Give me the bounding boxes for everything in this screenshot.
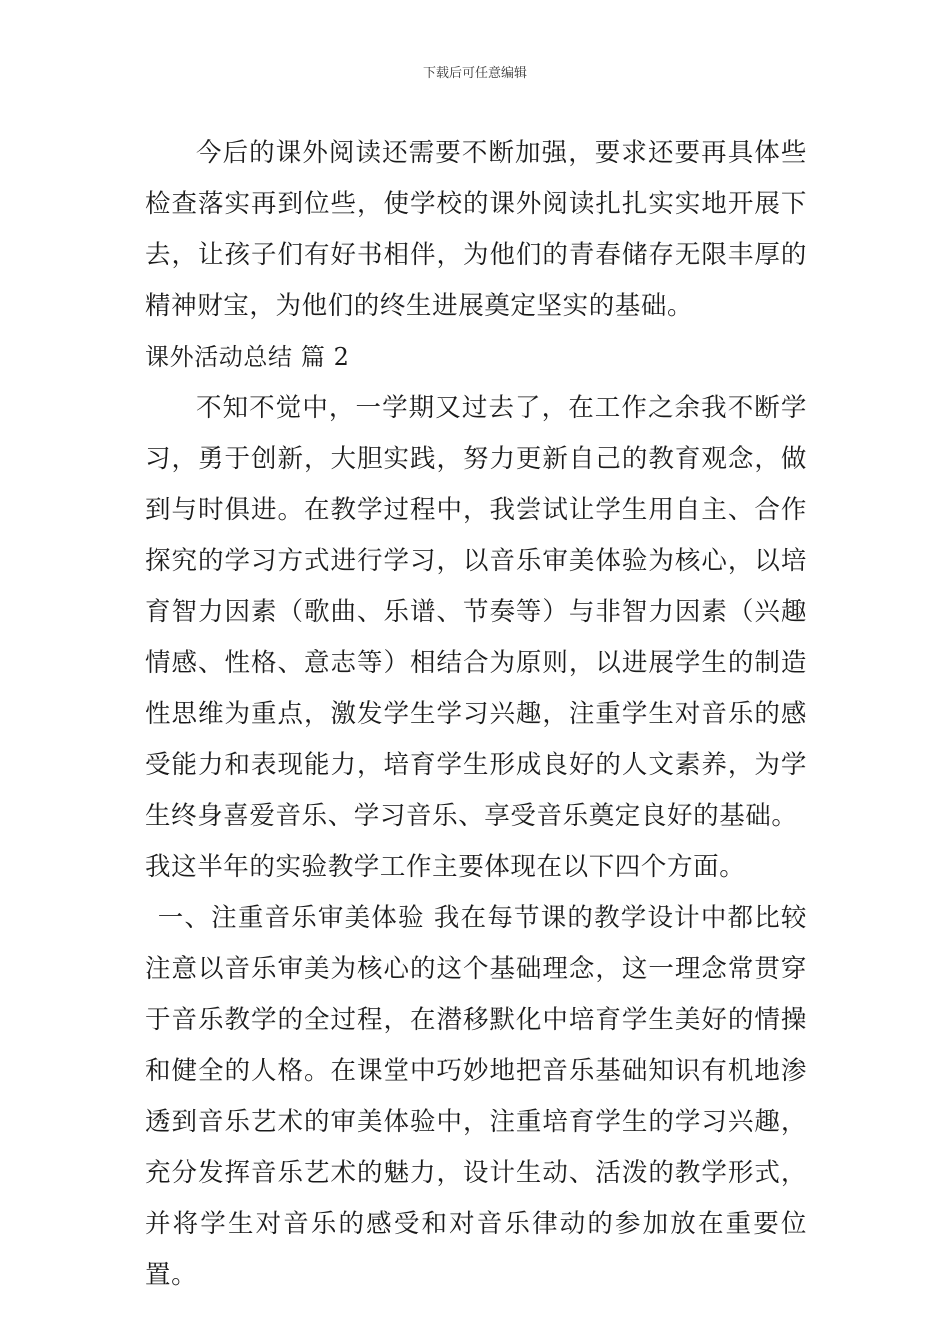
document-body (145, 128, 807, 1301)
paragraph-four-aspects: 我这半年的实验教学工作主要体现在以下四个方面。 (145, 852, 746, 882)
paragraph-reading-summary: 今后的课外阅读还需要不断加强，要求还要再具体些检查落实再到位些，使学校的课外阅读扎扎实实地开展下去，让孩子们有好书相伴，为他们的青春储存无限丰厚的精神财宝，为他们的终生进展奠定坚实的基础。 (145, 138, 807, 321)
paragraph-semester-overview: 不知不觉中，一学期又过去了，在工作之余我不断学习，勇于创新，大胆实践，努力更新自己的教育观念，做到与时俱进。在教学过程中，我尝试让学生用自主、合作探究的学习方式进行学习，以音乐审美体验为核心，以培育智力因素（歌曲、乐谱、节奏等）与非智力因素（兴趣情感、性格、意志等）相结合为原则，以进展学生的制造性思维为重点，激发学生学习兴趣，注重学生对音乐的感受能力和表现能力，培育学生形成良好的人文素养，为学生终身喜爱音乐、学习音乐、享受音乐奠定良好的基础。 (145, 393, 807, 831)
section-heading: 课外活动总结 篇 2 (145, 343, 350, 371)
paragraph-aesthetic-experience: 一、注重音乐审美体验 我在每节课的教学设计中都比较注意以音乐审美为核心的这个基础理念，这一理念常贯穿于音乐教学的全过程，在潜移默化中培育学生美好的情操和健全的人格。在课堂中巧妙地把音乐基础知识有机地渗透到音乐艺术的审美体验中，注重培育学生的学习兴趣，充分发挥音乐艺术的魅力，设计生动、活泼的教学形式，并将学生对音乐的感受和对音乐律动的参加放在重要位置。 (145, 903, 807, 1290)
page-header: 下载后可任意编辑 (422, 66, 527, 81)
